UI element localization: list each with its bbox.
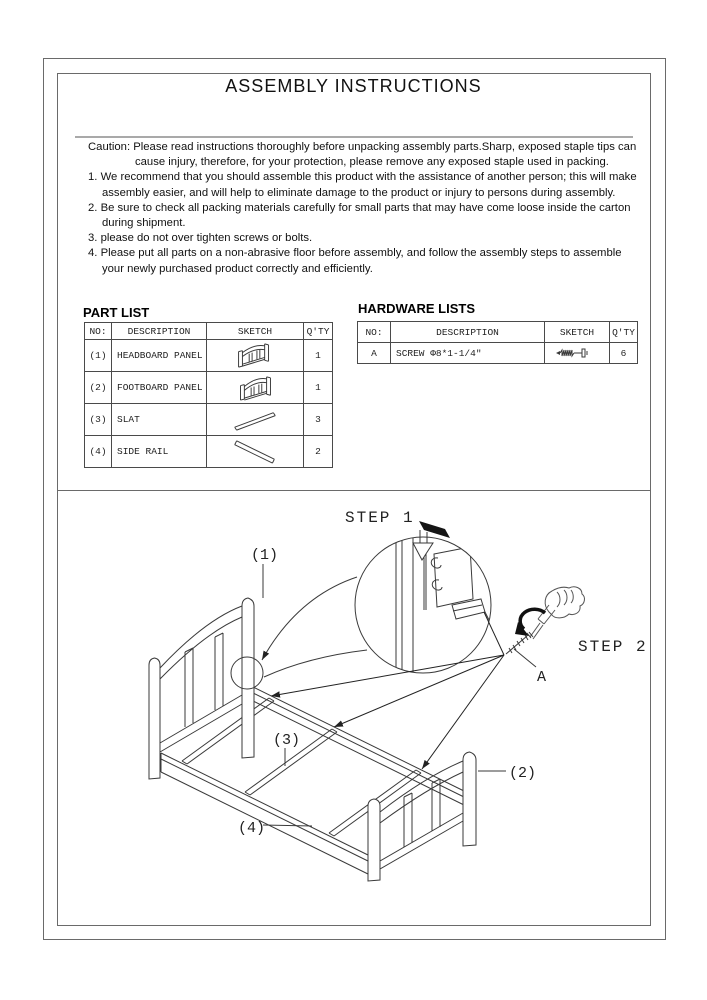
column-header: DESCRIPTION xyxy=(112,323,206,339)
instruction-text: please do not over tighten screws or bolts. xyxy=(100,232,313,245)
part-list-table xyxy=(84,322,333,468)
footboard-drawing xyxy=(368,752,476,881)
callout-label-screw-a: A xyxy=(537,669,547,686)
column-header: Q'TY xyxy=(304,323,332,339)
instruction-item-3 xyxy=(88,231,637,246)
part-description: SLAT xyxy=(112,404,206,435)
instruction-number: 2. xyxy=(88,201,98,214)
callout-label-headboard: (1) xyxy=(251,547,279,564)
part-qty: 1 xyxy=(304,372,332,403)
instruction-item-4 xyxy=(88,246,637,276)
part-no: (2) xyxy=(85,372,111,403)
instructions-text-block xyxy=(88,140,637,277)
hardware-list-table xyxy=(357,321,638,364)
caution-paragraph xyxy=(88,140,637,170)
slat-sketch xyxy=(223,405,287,434)
column-header: NO: xyxy=(358,322,390,342)
callout-curve-lower xyxy=(264,650,367,677)
part-no: (4) xyxy=(85,436,111,467)
table-cell-sketch xyxy=(207,436,303,467)
column-header: NO: xyxy=(85,323,111,339)
assembly-diagram xyxy=(57,493,650,923)
table-cell-sketch xyxy=(545,343,609,363)
table-cell-sketch xyxy=(207,372,303,403)
instruction-text: We recommend that you should assemble this product with the assistance of another person; this will make assembly easier, and will help to eliminate damage to the product or injury to persons during assembly. xyxy=(100,171,637,199)
step1-label: STEP 1 xyxy=(345,509,415,527)
callout-label-footboard: (2) xyxy=(509,765,537,782)
part-description: FOOTBOARD PANEL xyxy=(112,372,206,403)
instruction-item-2 xyxy=(88,201,637,231)
part-list-title: PART LIST xyxy=(83,305,150,320)
title-underline xyxy=(75,136,633,138)
callout-curve-upper xyxy=(262,577,357,660)
caution-text: Please read instructions thoroughly before unpacking assembly parts.Sharp, exposed staple tips can cause injury, therefore, for your protection, please remove any exposed staple used in packing. xyxy=(133,141,637,169)
part-qty: 3 xyxy=(304,404,332,435)
instruction-number: 1. xyxy=(88,171,98,184)
page-title: ASSEMBLY INSTRUCTIONS xyxy=(225,76,482,96)
table-cell-sketch xyxy=(207,340,303,371)
part-description: SIDE RAIL xyxy=(112,436,206,467)
section-divider-line xyxy=(57,490,650,491)
part-qty: 2 xyxy=(304,436,332,467)
instruction-number: 4. xyxy=(88,247,98,260)
hardware-qty: 6 xyxy=(610,343,637,363)
side-rail-sketch xyxy=(223,437,287,466)
headboard-drawing xyxy=(149,598,254,779)
hardware-no: A xyxy=(358,343,390,363)
part-no: (1) xyxy=(85,340,111,371)
near-side-rail xyxy=(161,753,370,875)
leader-line-a xyxy=(514,649,536,667)
part-description: HEADBOARD PANEL xyxy=(112,340,206,371)
part-no: (3) xyxy=(85,404,111,435)
column-header: SKETCH xyxy=(207,323,303,339)
screw-sketch xyxy=(555,346,599,360)
footboard-panel-sketch xyxy=(223,373,287,402)
part-qty: 1 xyxy=(304,340,332,371)
hardware-description: SCREW Φ8*1-1/4" xyxy=(391,343,544,363)
column-header: SKETCH xyxy=(545,322,609,342)
screw-a-drawing xyxy=(506,632,533,654)
instruction-item-1 xyxy=(88,170,637,200)
column-header: DESCRIPTION xyxy=(391,322,544,342)
column-header: Q'TY xyxy=(610,322,637,342)
hand-screwdriver-drawing xyxy=(530,587,584,639)
caution-label: Caution: xyxy=(88,141,131,153)
hardware-list-title: HARDWARE LISTS xyxy=(358,301,475,316)
table-cell-sketch xyxy=(207,404,303,435)
headboard-panel-sketch xyxy=(223,341,287,370)
instruction-number: 3. xyxy=(88,232,98,245)
rotation-arrow xyxy=(515,609,545,636)
instruction-text: Please put all parts on a non-abrasive floor before assembly, and follow the assembly steps to assemble your newly purchased product correctly and efficiently. xyxy=(100,247,622,275)
step2-label: STEP 2 xyxy=(578,638,648,656)
instruction-text: Be sure to check all packing materials carefully for small parts that may have come loose inside the carton during shipment. xyxy=(100,201,631,230)
callout-label-side-rail: (4) xyxy=(238,820,266,837)
callout-label-slat: (3) xyxy=(273,732,301,749)
